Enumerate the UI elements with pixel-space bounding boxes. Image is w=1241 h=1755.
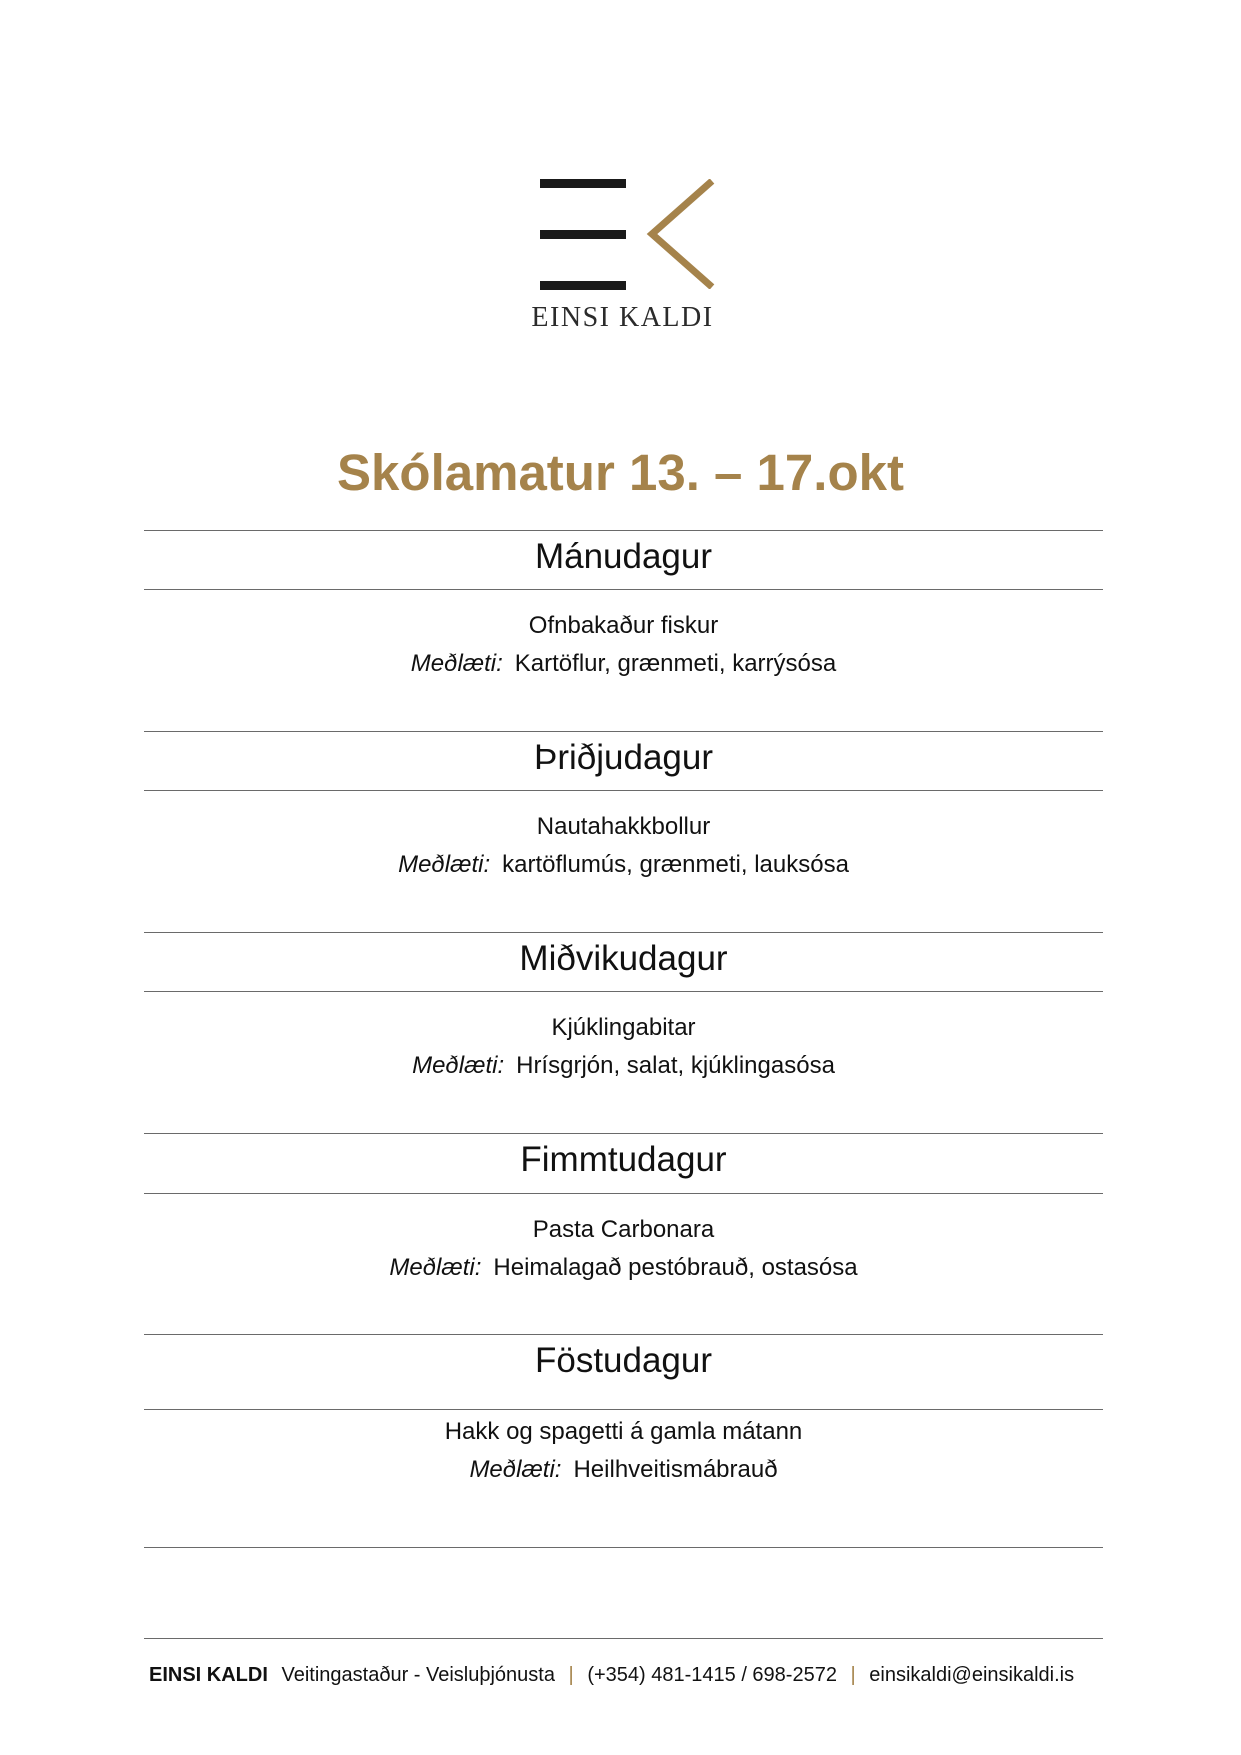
logo-bar-top (540, 179, 626, 188)
divider (144, 731, 1103, 732)
divider (144, 1334, 1103, 1335)
day-heading-monday: Mánudagur (534, 537, 713, 576)
dish-thursday: Pasta Carbonara (532, 1216, 715, 1243)
dish-tuesday: Nautahakkbollur (536, 813, 711, 840)
logo-bar-middle (540, 230, 626, 239)
dish-monday: Ofnbakaður fiskur (528, 612, 719, 639)
side-label: Meðlæti: (410, 650, 503, 677)
footer (149, 1664, 1074, 1687)
divider (144, 530, 1103, 531)
page-title: Skólamatur 13. – 17.okt (337, 444, 904, 501)
footer-tagline: Veitingastaður - Veisluþjónusta (281, 1664, 555, 1686)
dish-wednesday: Kjúklingabitar (551, 1014, 696, 1041)
sides-wednesday (144, 1052, 1103, 1080)
side-label: Meðlæti: (389, 1254, 482, 1281)
day-heading-thursday: Fimmtudagur (520, 1140, 727, 1179)
sides-text: Heilhveitismábrauð (573, 1456, 778, 1483)
footer-phone: (+354) 481-1415 / 698-2572 (587, 1664, 837, 1686)
divider (144, 932, 1103, 933)
sides-text: kartöflumús, grænmeti, lauksósa (502, 851, 849, 878)
divider (144, 1409, 1103, 1410)
sides-text: Kartöflur, grænmeti, karrýsósa (514, 650, 837, 677)
day-heading-friday: Föstudagur (534, 1341, 713, 1380)
ek-logo-icon (640, 179, 720, 289)
footer-brand: EINSI KALDI (149, 1664, 268, 1686)
sides-friday (144, 1456, 1103, 1484)
day-heading-wednesday: Miðvikudagur (519, 939, 728, 978)
sides-text: Hrísgrjón, salat, kjúklingasósa (516, 1052, 835, 1079)
footer-separator: | (568, 1664, 574, 1686)
logo-bar-bottom (540, 281, 626, 290)
footer-divider (144, 1638, 1103, 1639)
sides-text: Heimalagað pestóbrauð, ostasósa (493, 1254, 858, 1281)
dish-friday: Hakk og spagetti á gamla mátann (444, 1418, 803, 1445)
divider (144, 991, 1103, 992)
day-heading-tuesday: Þriðjudagur (534, 738, 713, 777)
side-label: Meðlæti: (398, 851, 491, 878)
side-label: Meðlæti: (412, 1052, 505, 1079)
divider (144, 1193, 1103, 1194)
sides-tuesday (144, 851, 1103, 879)
divider (144, 1547, 1103, 1548)
footer-separator: | (850, 1664, 856, 1686)
footer-email: einsikaldi@einsikaldi.is (869, 1664, 1075, 1686)
divider (144, 790, 1103, 791)
side-label: Meðlæti: (469, 1456, 562, 1483)
logo (520, 170, 725, 340)
sides-thursday (144, 1254, 1103, 1282)
sides-monday (144, 650, 1103, 678)
logo-text: EINSI KALDI (531, 302, 714, 333)
divider (144, 589, 1103, 590)
divider (144, 1133, 1103, 1134)
